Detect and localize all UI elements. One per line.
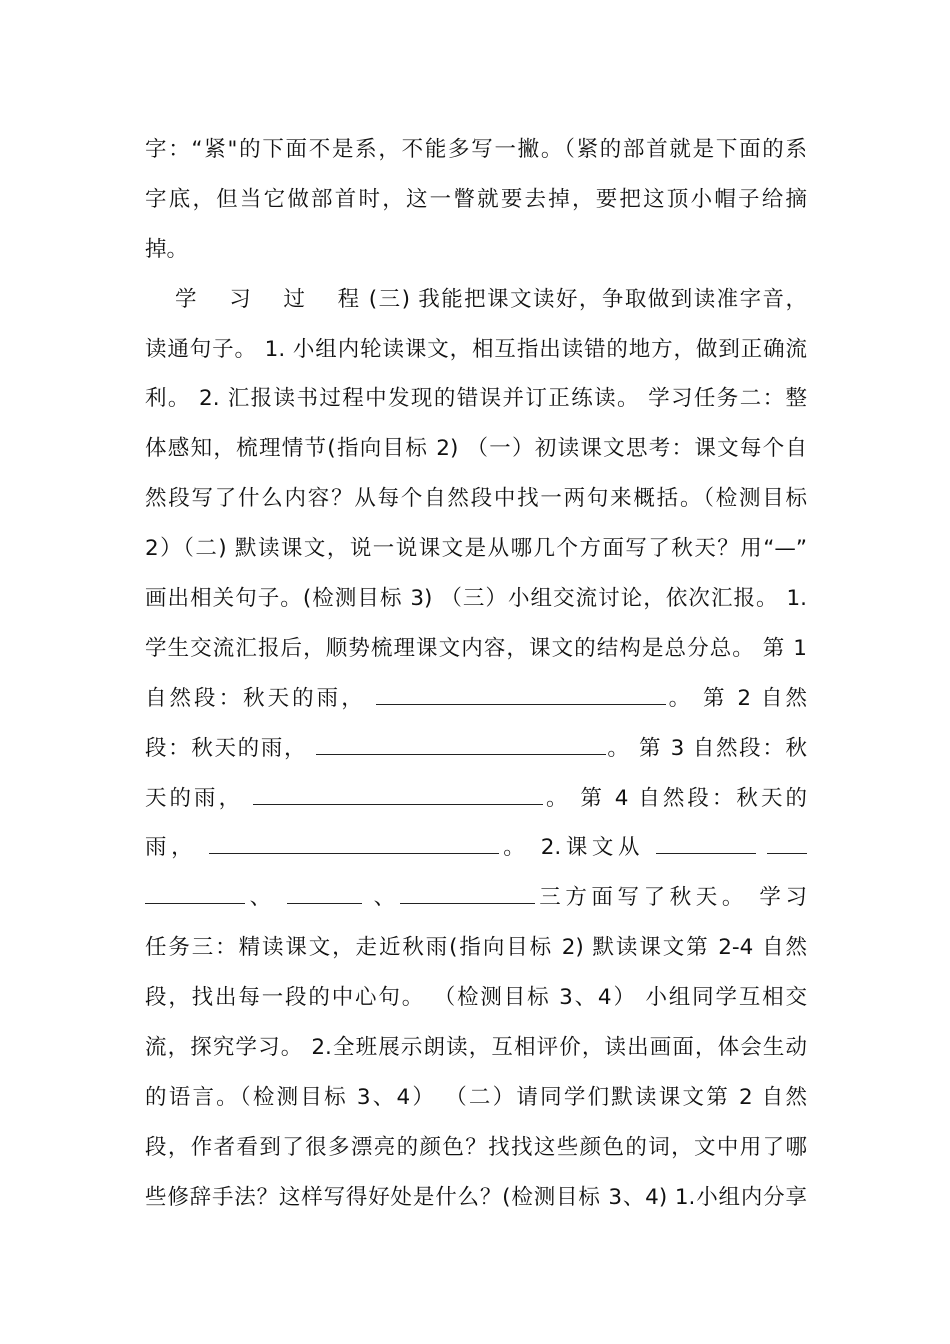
text-line: 的语言。（检测目标 3、4） （二）请同学们默读课文第 2 自然 (145, 1084, 807, 1110)
text-line: 学生交流汇报后，顺势梳理课文内容，课文的结构是总分总。 第 1 (145, 635, 807, 661)
text-segment: 雨， (145, 835, 198, 861)
document-page (145, 125, 807, 1223)
fill-in-line (145, 873, 807, 923)
answer-blank (253, 784, 543, 805)
answer-blank (316, 734, 606, 755)
text-segment: 。 第 3 自然段：秋 (605, 735, 807, 761)
text-segment: 三方面写了秋天。 学习 (534, 885, 807, 911)
text-line: 字：“紧"的下面不是系，不能多写一撇。（紧的部首就是下面的系 (145, 137, 807, 162)
text-line: 些修辞手法？这样写得好处是什么？(检测目标 3、4) 1.小组内分享 (145, 1184, 807, 1210)
text-line: 流，探究学习。 2.全班展示朗读，互相评价，读出画面，体会生动 (145, 1035, 807, 1061)
text-line: 画出相关句子。(检测目标 3) （三）小组交流讨论，依次汇报。 1. (145, 586, 807, 612)
answer-blank (376, 684, 666, 705)
answer-blank (767, 833, 807, 854)
fill-in-line (145, 774, 807, 824)
text-segment: 。 2.课文从 (498, 835, 645, 861)
text-line: 体感知，梳理情节(指向目标 2) （一）初读课文思考：课文每个自 (145, 436, 807, 462)
text-segment: 、 (373, 885, 400, 911)
fill-in-line (145, 823, 807, 873)
text-line: 段，作者看到了很多漂亮的颜色？找找这些颜色的词，文中用了哪 (145, 1134, 807, 1160)
text-line: 段，找出每一段的中心句。 （检测目标 3、4） 小组同学互相交 (145, 985, 807, 1011)
text-line: 然段写了什么内容？从每个自然段中找一两句来概括。（检测目标 (145, 486, 807, 512)
text-segment: 自然段：秋天的雨， (145, 685, 366, 711)
answer-blank (400, 883, 535, 904)
text-line: 2）（二) 默读课文，说一说课文是从哪几个方面写了秋天？用“—” (145, 536, 807, 562)
text-line: 掉。 (145, 236, 189, 262)
answer-blank (287, 883, 362, 904)
text-line: 任务三：精读课文，走近秋雨(指向目标 2) 默读课文第 2-4 自然 (145, 935, 807, 961)
fill-in-line (145, 674, 807, 724)
text-segment: 段：秋天的雨， (145, 735, 308, 761)
text-line: 字底，但当它做部首时，这一瞥就要去掉，要把这顶小帽子给摘 (145, 186, 807, 212)
answer-blank (209, 833, 499, 854)
answer-blank (656, 833, 756, 854)
text-segment: 。 第 4 自然段：秋天的 (542, 785, 807, 811)
answer-blank (145, 883, 245, 904)
text-segment: 。 第 2 自然 (665, 685, 807, 711)
text-segment: 天的雨， (145, 785, 244, 811)
text-line: 利。 2. 汇报读书过程中发现的错误并订正练读。 学习任务二：整 (145, 386, 807, 412)
text-line: 读通句子。 1. 小组内轮读课文，相互指出读错的地方，做到正确流 (145, 336, 807, 362)
section-heading-line: 学 习 过 程 (三) 我能把课文读好，争取做到读准字音， (175, 286, 807, 312)
text-segment: 、 (245, 885, 276, 911)
fill-in-line (145, 724, 807, 774)
